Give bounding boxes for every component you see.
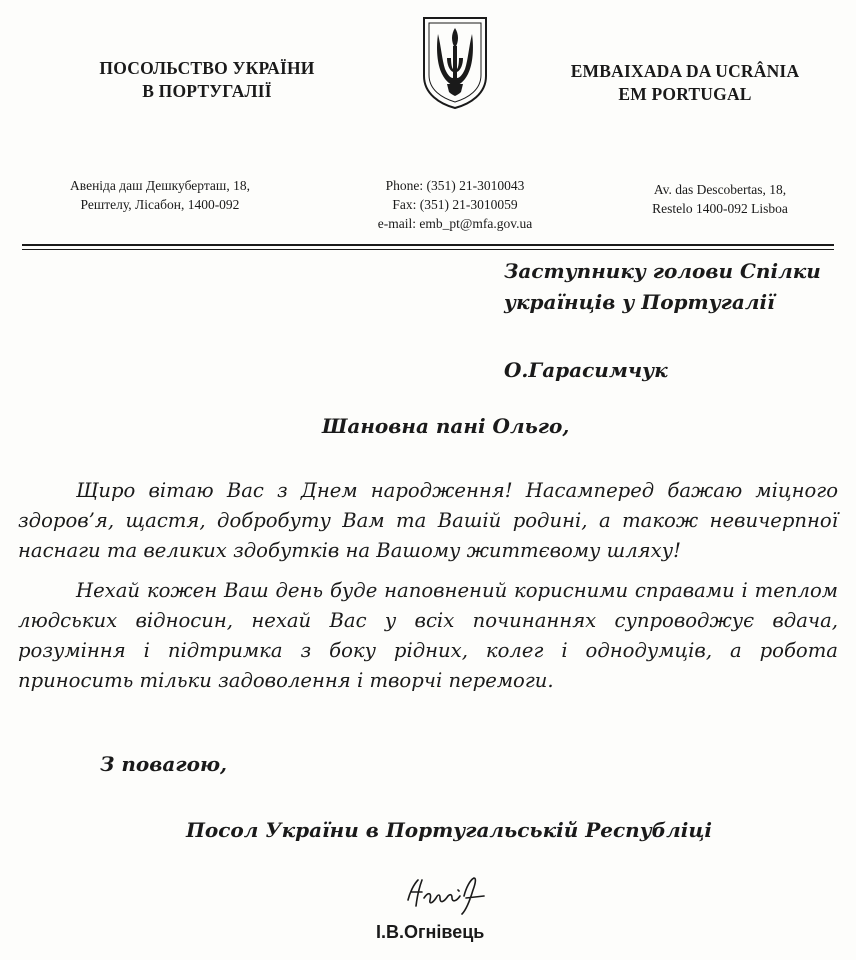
- phone-number: Phone: (351) 21-3010043: [385, 178, 525, 193]
- address-portuguese-line2: Restelo 1400-092 Lisboa: [652, 201, 788, 216]
- address-ukrainian: [30, 176, 290, 214]
- recipient-line2: українців у Португалії: [504, 290, 775, 314]
- salutation: Шановна пані Ольго,: [322, 414, 570, 438]
- signer-title: Посол України в Португальській Республіці: [186, 818, 713, 842]
- header-divider-thin: [22, 249, 834, 250]
- recipient-name: О.Гарасимчук: [504, 358, 668, 382]
- contact-info: [330, 176, 580, 233]
- address-ukrainian-line2: Рештелу, Лісабон, 1400-092: [80, 197, 240, 212]
- closing: З повагою,: [100, 752, 227, 776]
- fax-number: Fax: (351) 21-3010059: [392, 197, 518, 212]
- embassy-name-ukrainian-line1: ПОСОЛЬСТВО УКРАЇНИ: [99, 58, 315, 78]
- letter-paragraph-2: Нехай кожен Ваш день буде наповнений корисними справами і теплом людських відносин, нехай Вас у всіх починаннях супроводжує вдача, розуміння і підтримка з боку рідних, колег і однодумців, а робота приносить тільки задоволення і творчі перемоги.: [18, 579, 838, 692]
- recipient-position: [504, 256, 844, 318]
- email-address: e-mail: emb_pt@mfa.gov.ua: [377, 216, 533, 231]
- embassy-name-portuguese-line1: EMBAIXADA DA UCRÂNIA: [570, 61, 800, 81]
- address-portuguese-line1: Av. das Descobertas, 18,: [653, 182, 787, 197]
- handwritten-signature: [400, 870, 520, 920]
- signer-name: І.В.Огнівець: [376, 922, 485, 942]
- embassy-name-portuguese-line2: EM PORTUGAL: [618, 84, 752, 104]
- header-divider-thick: [22, 244, 834, 246]
- embassy-name-ukrainian: [62, 57, 352, 103]
- letter-paragraph-1: Щиро вітаю Вас з Днем народження! Насамперед бажаю міцного здоров’я, щастя, добробуту Вам та Вашій родині, а також невичерпної наснаги та великих здобутків на Вашому життєвому шляху!: [18, 479, 838, 562]
- address-ukrainian-line1: Авеніда даш Дешкуберташ, 18,: [70, 178, 250, 193]
- embassy-name-portuguese: [545, 60, 825, 106]
- trident-coat-of-arms-icon: [420, 14, 490, 110]
- recipient-line1: Заступнику голови Спілки: [504, 259, 821, 283]
- address-portuguese: [605, 180, 835, 218]
- embassy-name-ukrainian-line2: В ПОРТУГАЛІЇ: [142, 81, 272, 101]
